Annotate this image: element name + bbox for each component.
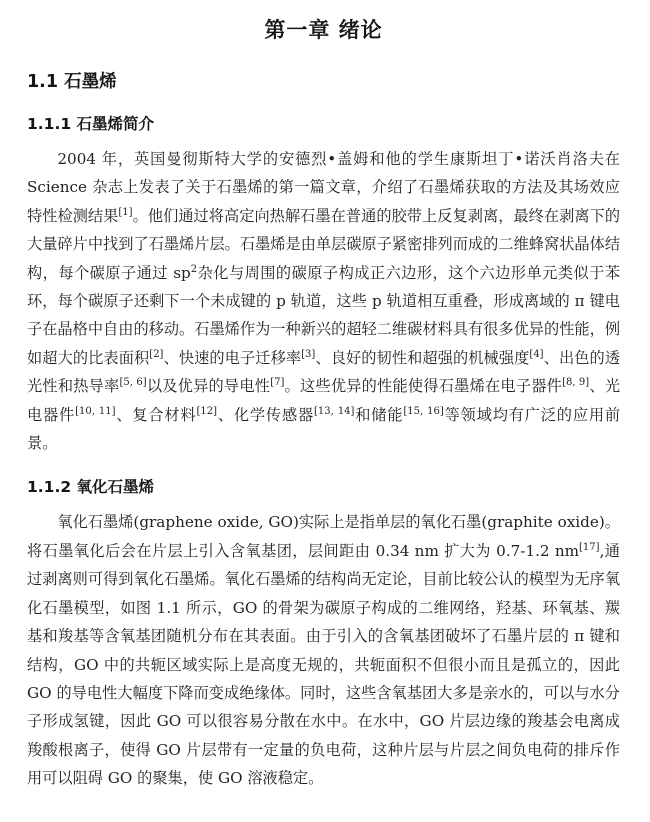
- subsection-heading-1-1-1: 1.1.1 石墨烯简介: [27, 115, 155, 133]
- subsection-heading-1-1-2: 1.1.2 氧化石墨烯: [27, 478, 155, 497]
- chapter-title: 第一章 绪论: [264, 18, 383, 42]
- paragraph-graphene-oxide: 氧化石墨烯(graphene oxide, GO)实际上是指单层的氧化石墨(graphite oxide)。将石墨氧化后会在片层上引入含氧基团，层间距由 0.34 nm 扩大为 0.7-1.2 nm[17],通过剥离则可得到氧化石墨烯。氧化石墨烯的结构尚无定论，目前比较公认的模型为无序氧化石墨模型，如图 1.1 所示，GO 的骨架为碳原子构成的二维网络，羟基、环氧基、羰基和羧基等含氧基团随机分布在其表面。由于引入的含氧基团破坏了石墨片层的 π 键和结构，GO 中的共轭区域实际上是高度无规的，共轭面积不但很小而且是孤立的，因此 GO 的导电性大幅度下降而变成绝缘体。同时，这些含氧基团大多是亲水的，可以与水分子形成氢键，因此 GO 可以很容易分散在水中。在水中，GO 片层边缘的羧基会电离成羧酸根离子，使得 GO 片层带有一定量的负电荷，这种片层与片层之间负电荷的排斥作用可以阻碍 GO 的聚集，使 GO 溶液稳定。: [27, 513, 620, 788]
- section-heading-1-1: 1.1 石墨烯: [27, 72, 117, 92]
- paragraph-graphene-intro: 2004 年，英国曼彻斯特大学的安德烈•盖姆和他的学生康斯坦丁•诺沃肖洛夫在 Science 杂志上发表了关于石墨烯的第一篇文章，介绍了石墨烯获取的方法及其场效应特性检测结果[1]。他们通过将高定向热解石墨在普通的胶带上反复剥离，最终在剥离下的大量碎片中找到了石墨烯片层。石墨烯是由单层碳原子紧密排列而成的二维蜂窝状晶体结构，每个碳原子通过 $sp^2$杂化与周围的碳原子构成正六边形，这个六边形单元类似于苯环，每个碳原子还剩下一个未成键的 p 轨道，这些 p 轨道相互重叠，形成离域的 π 键电子在晶格中自由的移动。石墨烯作为一种新兴的超轻二维碳材料具有很多优异的性能，例如超大的比表面积[2]、快速的电子迁移率[3]、良好的韧性和超强的机械强度[4]、出色的透光性和热导率[5, 6]以及优异的导电性[7]。这些优异的性能使得石墨烯在电子器件[8, 9]、光电器件[10, 11]、复合材料[12]、化学传感器[13, 14]和储能[15, 16]等领域均有广泛的应用前景。: [27, 150, 621, 453]
